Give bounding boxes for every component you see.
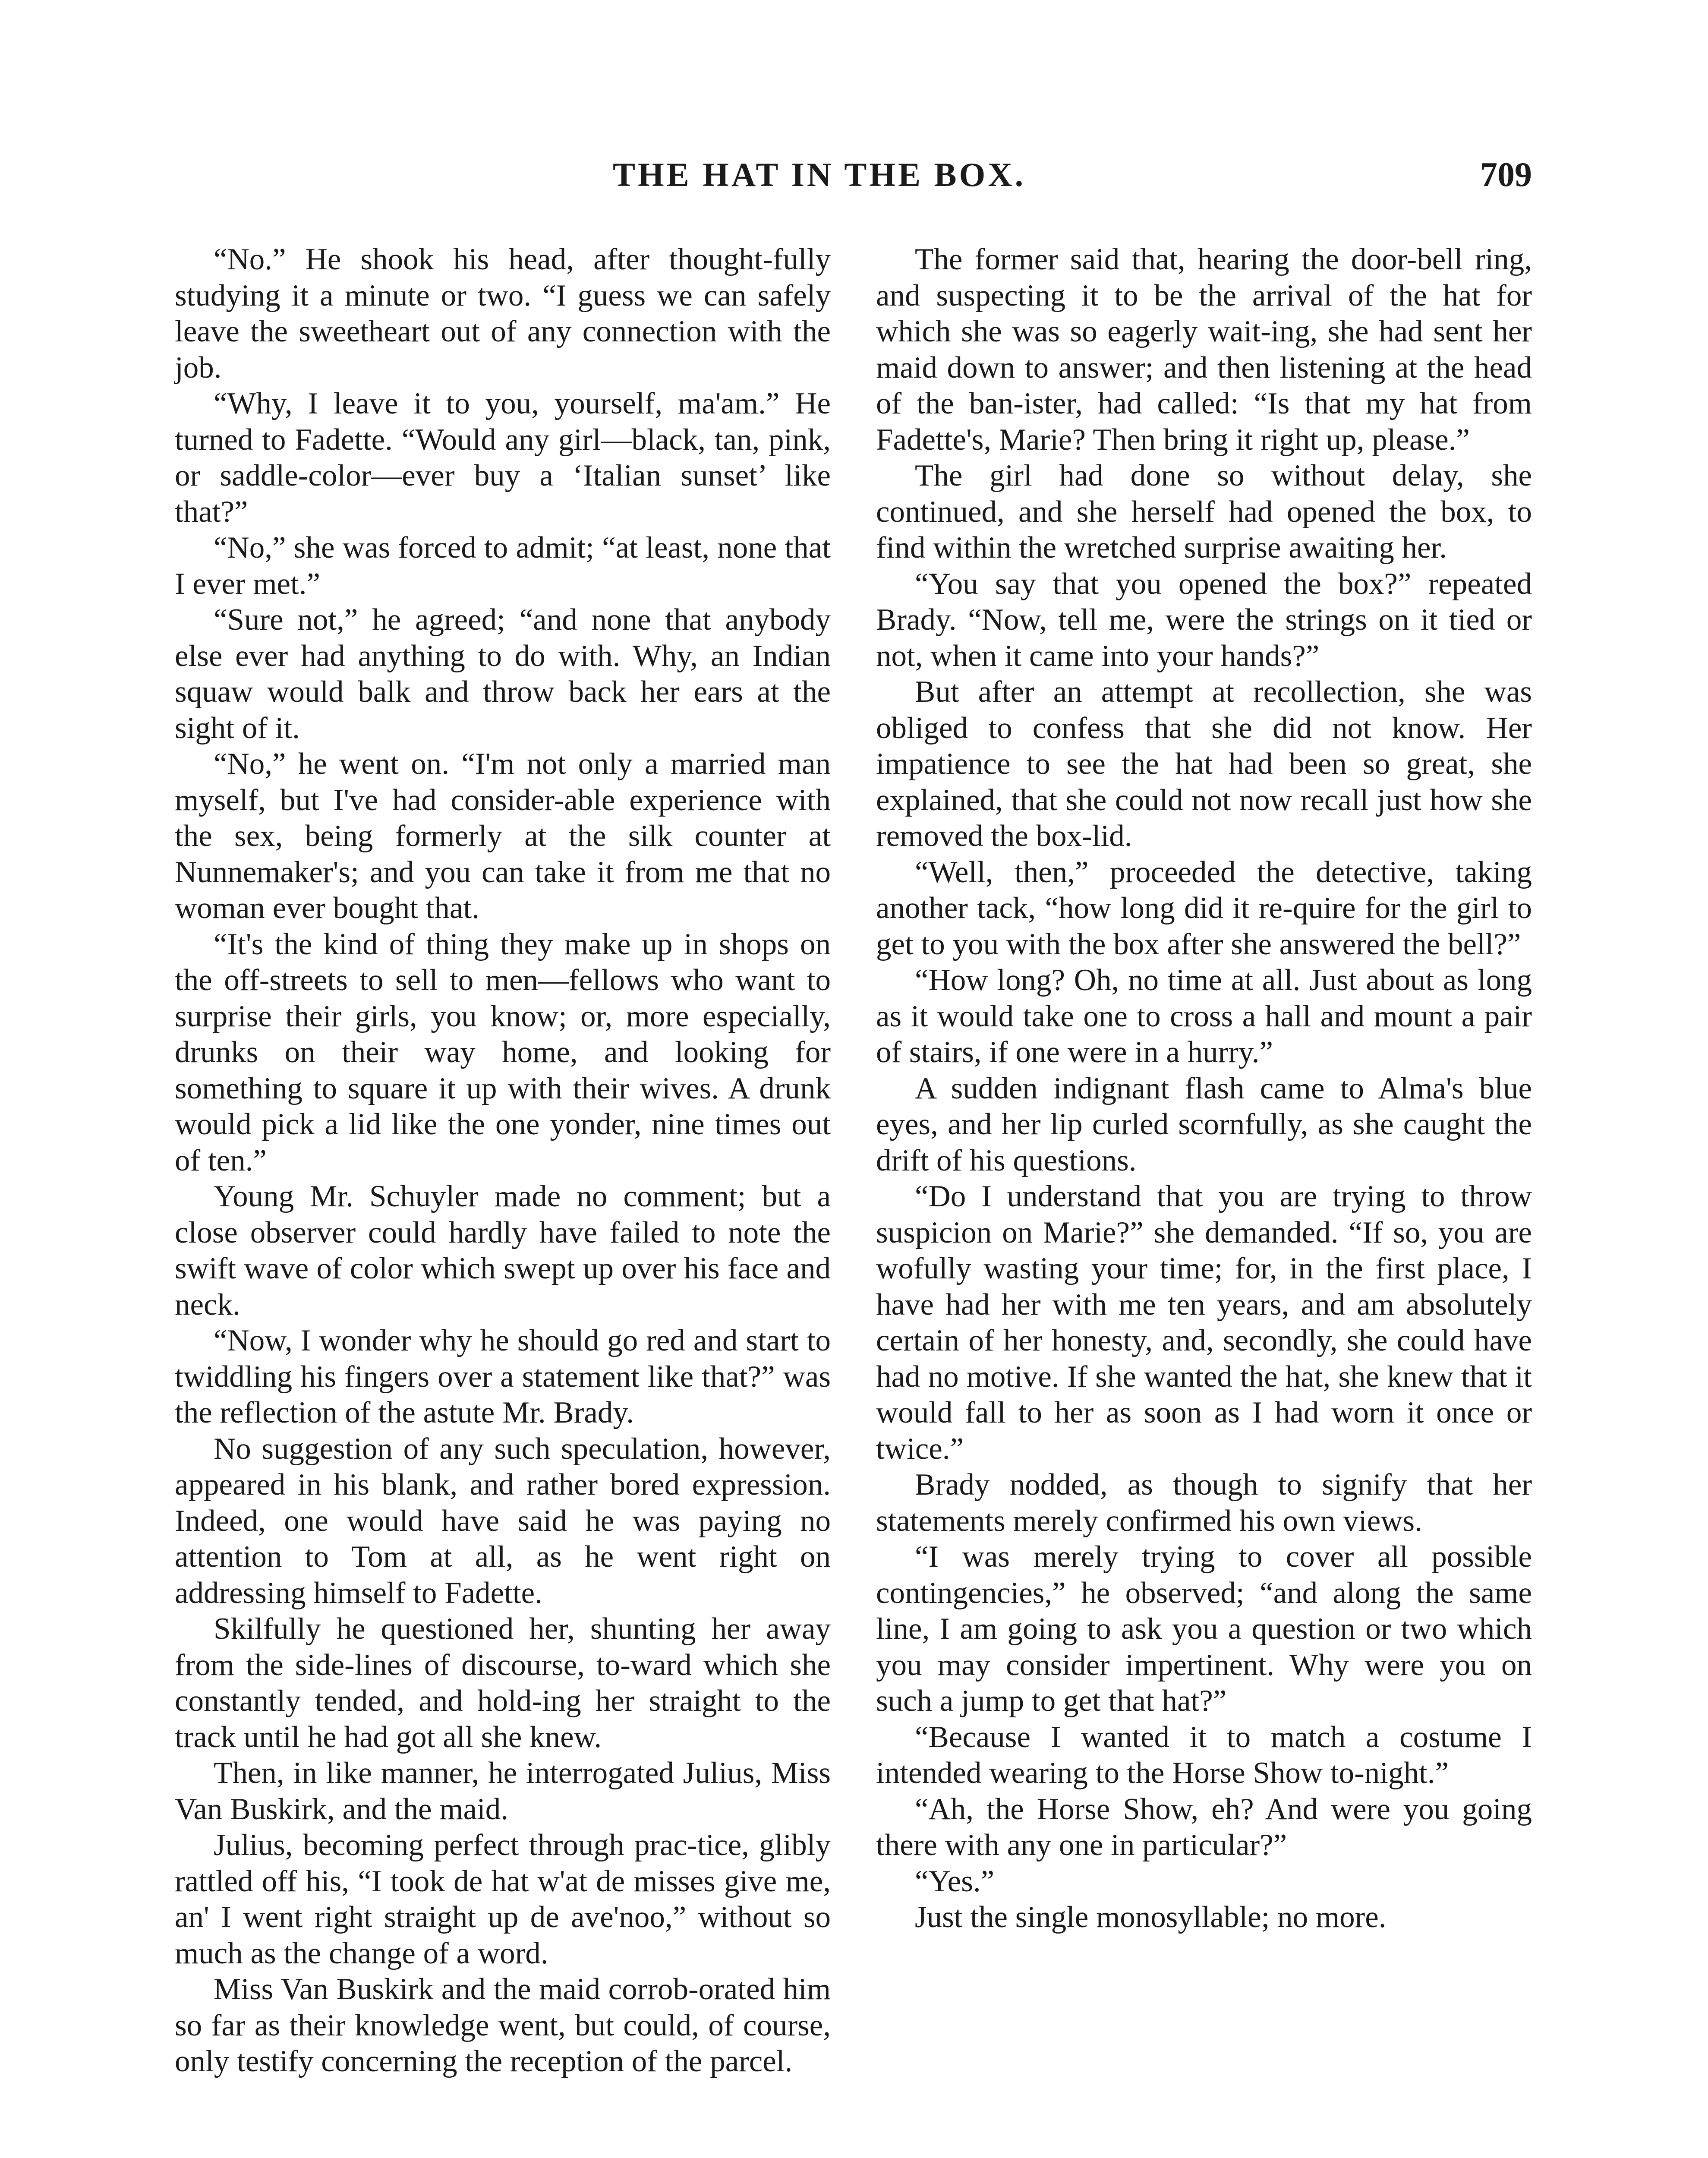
paragraph: “I was merely trying to cover all possible contingencies,” he observed; “and along the same line, I am going to ask you a question or two which you may consider impertinent. Why were you on such a jump to get that hat?” [876,1540,1532,1718]
paragraph: “No,” he went on. “I'm not only a married man myself, but I've had consider-able experience with the sex, being formerly at the silk counter at Nunnemaker's; and you can take it from me that no woman ever bought that. [175,747,831,925]
paragraph: “Ah, the Horse Show, eh? And were you going there with any one in particular?” [876,1792,1532,1862]
paragraph: A sudden indignant flash came to Alma's blue eyes, and her lip curled scornfully, as she caught the drift of his questions. [876,1071,1532,1177]
paragraph: “Because I wanted it to match a costume I intended wearing to the Horse Show to-night.” [876,1720,1532,1790]
paragraph: Then, in like manner, he interrogated Julius, Miss Van Buskirk, and the maid. [175,1756,831,1826]
paragraph: “Do I understand that you are trying to throw suspicion on Marie?” she demanded. “If so, you are wofully wasting your time; for, in the first place, I have had her with me ten years, and am absolutely certain of her honesty, and, secondly, she could have had no motive. If she wanted the hat, she knew that it would fall to her as soon as I had worn it once or twice.” [876,1180,1532,1466]
paragraph: No suggestion of any such speculation, however, appeared in his blank, and rather bored expression. Indeed, one would have said he was paying no attention to Tom at all, as he went right on addressing himself to Fadette. [175,1432,831,1610]
paragraph: Miss Van Buskirk and the maid corrob-orated him so far as their knowledge went, but could, of course, only testify concerning the reception of the parcel. [175,1972,831,2078]
paragraph: “Why, I leave it to you, yourself, ma'am.” He turned to Fadette. “Would any girl—black, tan, pink, or saddle-color—ever buy a ‘Italian sunset’ like that?” [175,387,831,529]
paragraph: The girl had done so without delay, she continued, and she herself had opened the box, to find within the wretched surprise awaiting her. [876,459,1532,565]
right-text-column [876,242,1532,1936]
paragraph: “No.” He shook his head, after thought-fully studying it a minute or two. “I guess we can safely leave the sweetheart out of any connection with the job. [175,243,831,385]
paragraph: “Sure not,” he agreed; “and none that anybody else ever had anything to do with. Why, an Indian squaw would balk and throw back her ears at the sight of it. [175,603,831,745]
paragraph: Just the single monosyllable; no more. [915,1900,1387,1934]
paragraph: But after an attempt at recollection, she was obliged to confess that she did not know. Her impatience to see the hat had been so great, she explained, that she could not now recall just how she removed the box-lid. [876,675,1532,853]
paragraph: “You say that you opened the box?” repeated Brady. “Now, tell me, were the strings on it tied or not, when it came into your hands?” [876,567,1532,673]
paragraph: The former said that, hearing the door-bell ring, and suspecting it to be the arrival of the hat for which she was so eagerly wait-ing, she had sent her maid down to answer; and then listening at the head of the ban-ister, had called: “Is that my hat from Fadette's, Marie? Then bring it right up, please.” [876,243,1532,457]
paragraph: “How long? Oh, no time at all. Just about as long as it would take one to cross a hall and mount a pair of stairs, if one were in a hurry.” [876,963,1532,1069]
paragraph: Young Mr. Schuyler made no comment; but a close observer could hardly have failed to note the swift wave of color which swept up over his face and neck. [175,1180,831,1322]
paragraph: “Now, I wonder why he should go red and start to twiddling his fingers over a statement like that?” was the reflection of the astute Mr. Brady. [175,1324,831,1429]
paragraph: Julius, becoming perfect through prac-tice, glibly rattled off his, “I took de hat w'at de misses give me, an' I went right straight up de ave'noo,” without so much as the change of a word. [175,1828,831,1970]
paragraph: “It's the kind of thing they make up in shops on the off-streets to sell to men—fellows who want to surprise their girls, you know; or, more especially, drunks on their way home, and looking for something to square it up with their wives. A drunk would pick a lid like the one yonder, nine times out of ten.” [175,927,831,1177]
left-text-column [175,242,831,2080]
page-number: 709 [1480,156,1532,194]
paragraph: “No,” she was forced to admit; “at least, none that I ever met.” [175,531,831,601]
paragraph: “Yes.” [915,1864,995,1898]
running-title: THE HAT IN THE BOX. [613,156,1026,193]
paragraph: Skilfully he questioned her, shunting her away from the side-lines of discourse, to-ward which she constantly tended, and hold-ing her straight to the track until he had got all she knew. [175,1612,831,1754]
paragraph: Brady nodded, as though to signify that her statements merely confirmed his own views. [876,1468,1532,1538]
paragraph: “Well, then,” proceeded the detective, taking another tack, “how long did it re-quire for the girl to get to you with the box after she answered the bell?” [876,855,1532,961]
